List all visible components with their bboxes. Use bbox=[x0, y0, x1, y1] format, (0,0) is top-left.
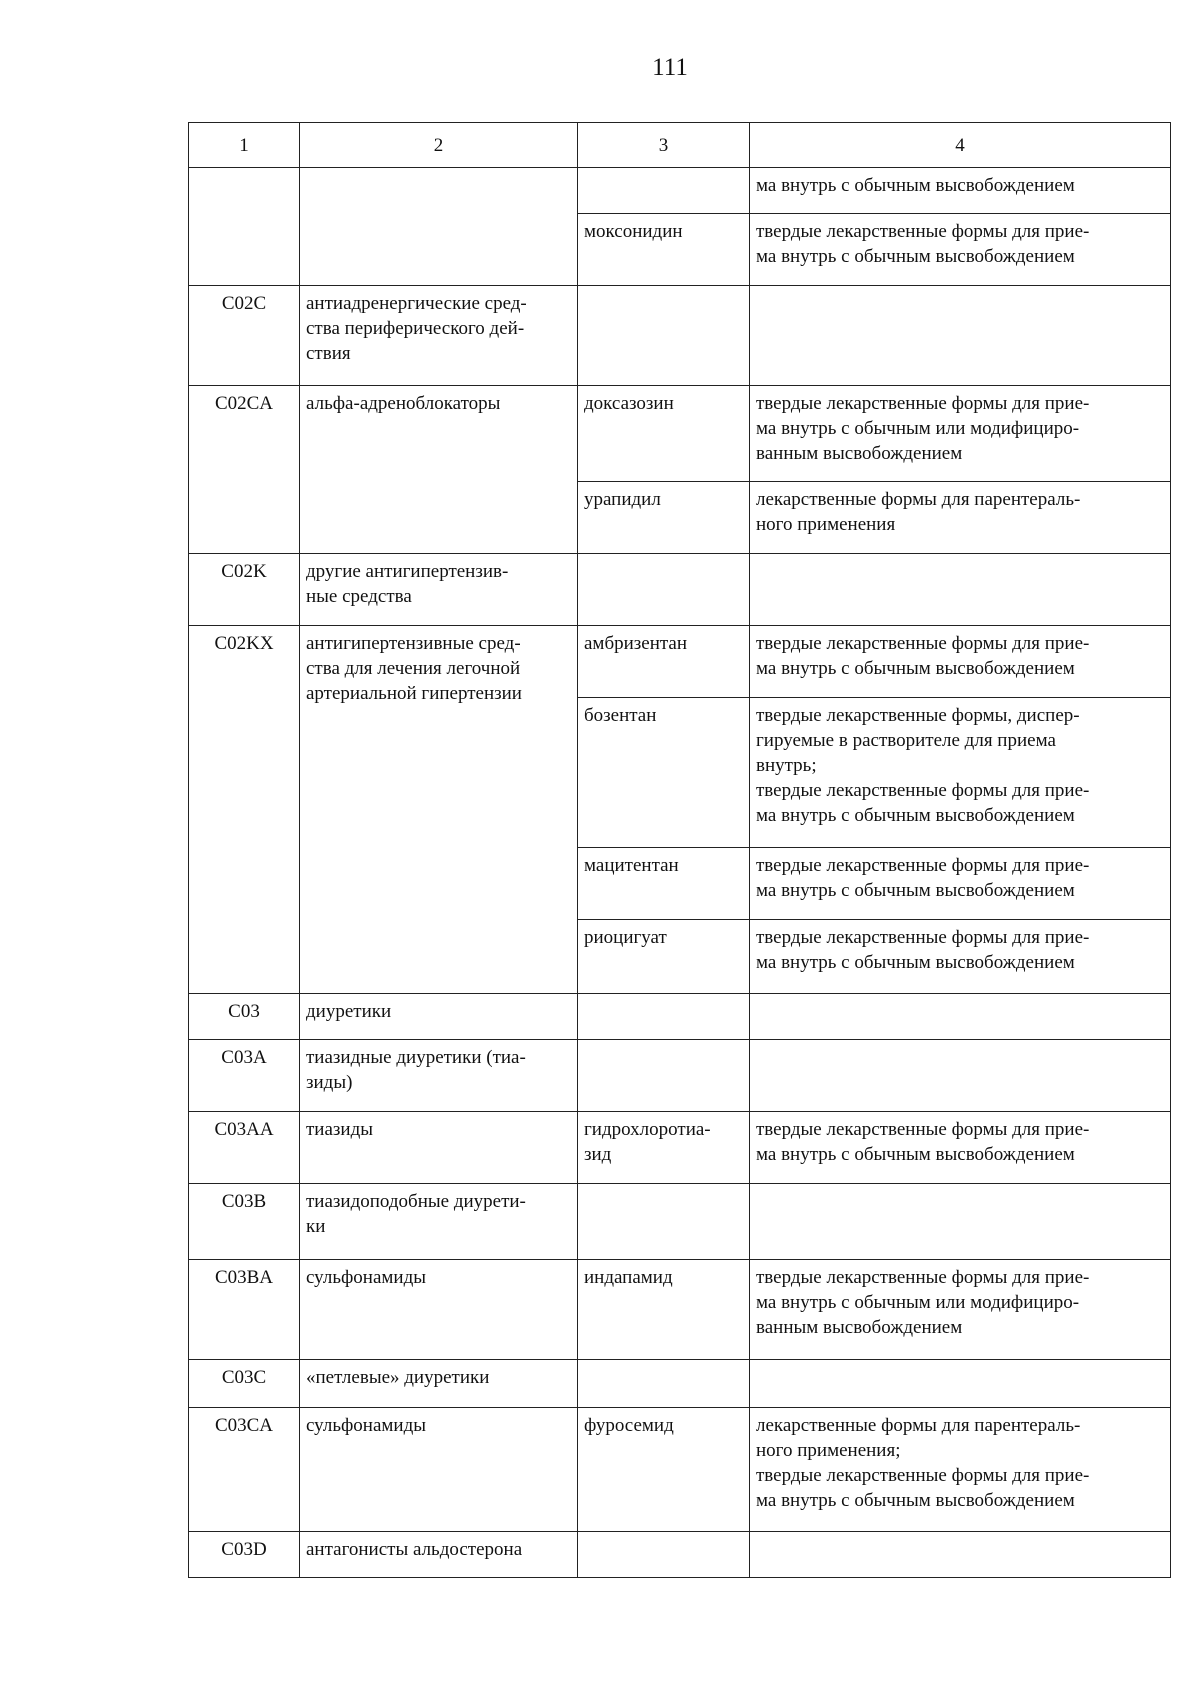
dosage-form bbox=[750, 1040, 1171, 1112]
atc-code: C02KX bbox=[189, 626, 300, 994]
group-name: другие антигипертензив- ные средства bbox=[300, 554, 578, 626]
group-name: сульфонамиды bbox=[300, 1408, 578, 1532]
table-header-row bbox=[189, 123, 1171, 168]
group-name bbox=[300, 168, 578, 286]
header-col-2: 2 bbox=[300, 123, 578, 168]
group-name: тиазидные диуретики (тиа- зиды) bbox=[300, 1040, 578, 1112]
dosage-form: ма внутрь с обычным высвобождением bbox=[750, 168, 1171, 214]
dosage-form bbox=[750, 1360, 1171, 1408]
atc-code: C03AA bbox=[189, 1112, 300, 1184]
drug-name bbox=[578, 1532, 750, 1578]
drug-name: риоцигуат bbox=[578, 920, 750, 994]
group-name: антиадренергические сред- ства периферического дей- ствия bbox=[300, 286, 578, 386]
atc-code: C03C bbox=[189, 1360, 300, 1408]
table-row bbox=[189, 1040, 1171, 1112]
drug-name: индапамид bbox=[578, 1260, 750, 1360]
table-row bbox=[189, 386, 1171, 482]
dosage-form bbox=[750, 1532, 1171, 1578]
dosage-form: твердые лекарственные формы для прие- ма внутрь с обычным высвобождением bbox=[750, 848, 1171, 920]
drug-name bbox=[578, 1360, 750, 1408]
group-name: сульфонамиды bbox=[300, 1260, 578, 1360]
dosage-form: твердые лекарственные формы для прие- ма внутрь с обычным или модифициро- ванным высвобождением bbox=[750, 1260, 1171, 1360]
atc-code bbox=[189, 168, 300, 286]
drug-name: фуросемид bbox=[578, 1408, 750, 1532]
atc-code: C03B bbox=[189, 1184, 300, 1260]
drug-name: моксонидин bbox=[578, 214, 750, 286]
drug-name bbox=[578, 554, 750, 626]
drug-name bbox=[578, 168, 750, 214]
drug-name bbox=[578, 286, 750, 386]
table-row bbox=[189, 168, 1171, 214]
table-row bbox=[189, 1260, 1171, 1360]
header-col-4: 4 bbox=[750, 123, 1171, 168]
atc-code: C03CA bbox=[189, 1408, 300, 1532]
dosage-form: твердые лекарственные формы для прие- ма внутрь с обычным или модифициро- ванным высвобождением bbox=[750, 386, 1171, 482]
dosage-form: лекарственные формы для парентераль- ного применения; твердые лекарственные формы для прие- ма внутрь с обычным высвобождением bbox=[750, 1408, 1171, 1532]
page-number: 111 bbox=[652, 54, 688, 81]
drug-name: доксазозин bbox=[578, 386, 750, 482]
table-row bbox=[189, 1532, 1171, 1578]
dosage-form: твердые лекарственные формы для прие- ма внутрь с обычным высвобождением bbox=[750, 626, 1171, 698]
drug-name bbox=[578, 1040, 750, 1112]
group-name: тиазидоподобные диурети- ки bbox=[300, 1184, 578, 1260]
atc-code: C02CA bbox=[189, 386, 300, 554]
group-name: антагонисты альдостерона bbox=[300, 1532, 578, 1578]
table-row bbox=[189, 554, 1171, 626]
dosage-form: лекарственные формы для парентераль- ного применения bbox=[750, 482, 1171, 554]
table-row bbox=[189, 286, 1171, 386]
drug-name: гидрохлоротиа- зид bbox=[578, 1112, 750, 1184]
dosage-form bbox=[750, 554, 1171, 626]
atc-code: C03A bbox=[189, 1040, 300, 1112]
table-row bbox=[189, 1184, 1171, 1260]
group-name: «петлевые» диуретики bbox=[300, 1360, 578, 1408]
dosage-form: твердые лекарственные формы, диспер- гируемые в растворителе для приема внутрь; твердые лекарственные формы для прие- ма внутрь с обычным высвобождением bbox=[750, 698, 1171, 848]
drug-table bbox=[188, 122, 1171, 1578]
dosage-form: твердые лекарственные формы для прие- ма внутрь с обычным высвобождением bbox=[750, 1112, 1171, 1184]
group-name: диуретики bbox=[300, 994, 578, 1040]
group-name: тиазиды bbox=[300, 1112, 578, 1184]
atc-code: C02C bbox=[189, 286, 300, 386]
dosage-form bbox=[750, 286, 1171, 386]
group-name: альфа-адреноблокаторы bbox=[300, 386, 578, 554]
table-row bbox=[189, 1408, 1171, 1532]
table-row bbox=[189, 1360, 1171, 1408]
atc-code: C03BA bbox=[189, 1260, 300, 1360]
group-name: антигипертензивные сред- ства для лечения легочной артериальной гипертензии bbox=[300, 626, 578, 994]
drug-name: урапидил bbox=[578, 482, 750, 554]
atc-code: C03D bbox=[189, 1532, 300, 1578]
atc-code: C02K bbox=[189, 554, 300, 626]
header-col-3: 3 bbox=[578, 123, 750, 168]
table-row bbox=[189, 1112, 1171, 1184]
table-row bbox=[189, 994, 1171, 1040]
drug-name: бозентан bbox=[578, 698, 750, 848]
atc-code: C03 bbox=[189, 994, 300, 1040]
drug-name bbox=[578, 994, 750, 1040]
dosage-form: твердые лекарственные формы для прие- ма внутрь с обычным высвобождением bbox=[750, 920, 1171, 994]
table-row bbox=[189, 626, 1171, 698]
drug-name: амбризентан bbox=[578, 626, 750, 698]
dosage-form bbox=[750, 1184, 1171, 1260]
dosage-form bbox=[750, 994, 1171, 1040]
dosage-form: твердые лекарственные формы для прие- ма внутрь с обычным высвобождением bbox=[750, 214, 1171, 286]
drug-name bbox=[578, 1184, 750, 1260]
header-col-1: 1 bbox=[189, 123, 300, 168]
drug-name: мацитентан bbox=[578, 848, 750, 920]
